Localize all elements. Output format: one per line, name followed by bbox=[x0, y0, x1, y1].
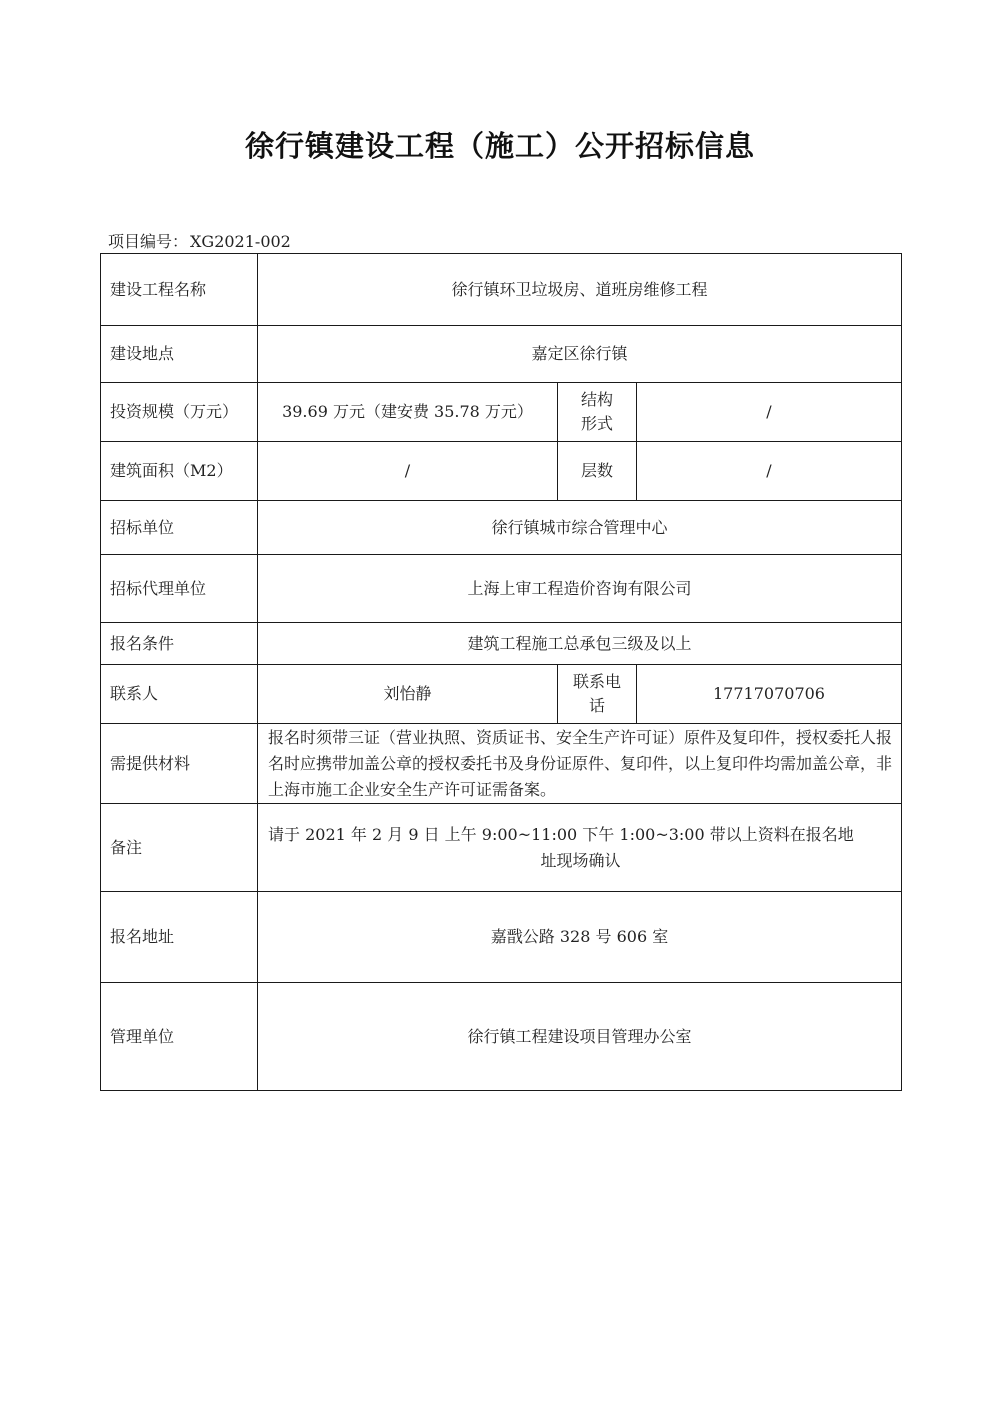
row-remarks bbox=[101, 804, 902, 892]
phone-label-line2: 话 bbox=[588, 696, 605, 715]
floors-label: 层数 bbox=[558, 442, 637, 501]
requirements-label: 报名条件 bbox=[101, 623, 258, 665]
agent-label: 招标代理单位 bbox=[101, 555, 258, 623]
tenderer-value: 徐行镇城市综合管理中心 bbox=[258, 501, 902, 555]
location-label: 建设地点 bbox=[101, 326, 258, 383]
area-label: 建筑面积（M2） bbox=[101, 442, 258, 501]
phone-label bbox=[558, 665, 637, 724]
tender-info-table bbox=[100, 253, 902, 1091]
remarks-value-line2: 址现场确认 bbox=[540, 850, 621, 870]
area-value: / bbox=[258, 442, 558, 501]
management-value: 徐行镇工程建设项目管理办公室 bbox=[258, 983, 902, 1091]
project-number-label: 项目编号： bbox=[108, 232, 189, 251]
row-management bbox=[101, 983, 902, 1091]
location-value: 嘉定区徐行镇 bbox=[258, 326, 902, 383]
remarks-value-line1: 请于 2021 年 2 月 9 日 上午 9:00~11:00 下午 1:00~3:00 带以上资料在报名地 bbox=[268, 824, 854, 844]
reg-address-label: 报名地址 bbox=[101, 892, 258, 983]
requirements-value: 建筑工程施工总承包三级及以上 bbox=[258, 623, 902, 665]
project-name-value: 徐行镇环卫垃圾房、道班房维修工程 bbox=[258, 254, 902, 326]
row-requirements bbox=[101, 623, 902, 665]
row-agent bbox=[101, 555, 902, 623]
agent-value: 上海上审工程造价咨询有限公司 bbox=[258, 555, 902, 623]
investment-value: 39.69 万元（建安费 35.78 万元） bbox=[258, 383, 558, 442]
phone-label-line1: 联系电 bbox=[572, 672, 621, 691]
row-project-name bbox=[101, 254, 902, 326]
row-contact bbox=[101, 665, 902, 724]
page-title: 徐行镇建设工程（施工）公开招标信息 bbox=[244, 129, 755, 163]
project-number bbox=[108, 229, 291, 252]
materials-value: 报名时须带三证（营业执照、资质证书、安全生产许可证）原件及复印件，授权委托人报名时应携带加盖公章的授权委托书及身份证原件、复印件，以上复印件均需加盖公章，非上海市施工企业安全生产许可证需备案。 bbox=[258, 724, 902, 804]
row-materials bbox=[101, 724, 902, 804]
structure-label bbox=[558, 383, 637, 442]
row-investment bbox=[101, 383, 902, 442]
row-area bbox=[101, 442, 902, 501]
remarks-value bbox=[258, 804, 902, 892]
structure-label-line1: 结构 bbox=[580, 390, 613, 409]
project-name-label: 建设工程名称 bbox=[101, 254, 258, 326]
remarks-label: 备注 bbox=[101, 804, 258, 892]
structure-value: / bbox=[637, 383, 902, 442]
contact-value: 刘怡静 bbox=[258, 665, 558, 724]
phone-value: 17717070706 bbox=[637, 665, 902, 724]
investment-label: 投资规模（万元） bbox=[101, 383, 258, 442]
row-reg-address bbox=[101, 892, 902, 983]
reg-address-value: 嘉戬公路 328 号 606 室 bbox=[258, 892, 902, 983]
management-label: 管理单位 bbox=[101, 983, 258, 1091]
row-tenderer bbox=[101, 501, 902, 555]
row-location bbox=[101, 326, 902, 383]
project-number-value: XG2021-002 bbox=[190, 232, 291, 251]
tenderer-label: 招标单位 bbox=[101, 501, 258, 555]
structure-label-line2: 形式 bbox=[580, 414, 613, 433]
floors-value: / bbox=[637, 442, 902, 501]
materials-label: 需提供材料 bbox=[101, 724, 258, 804]
contact-label: 联系人 bbox=[101, 665, 258, 724]
